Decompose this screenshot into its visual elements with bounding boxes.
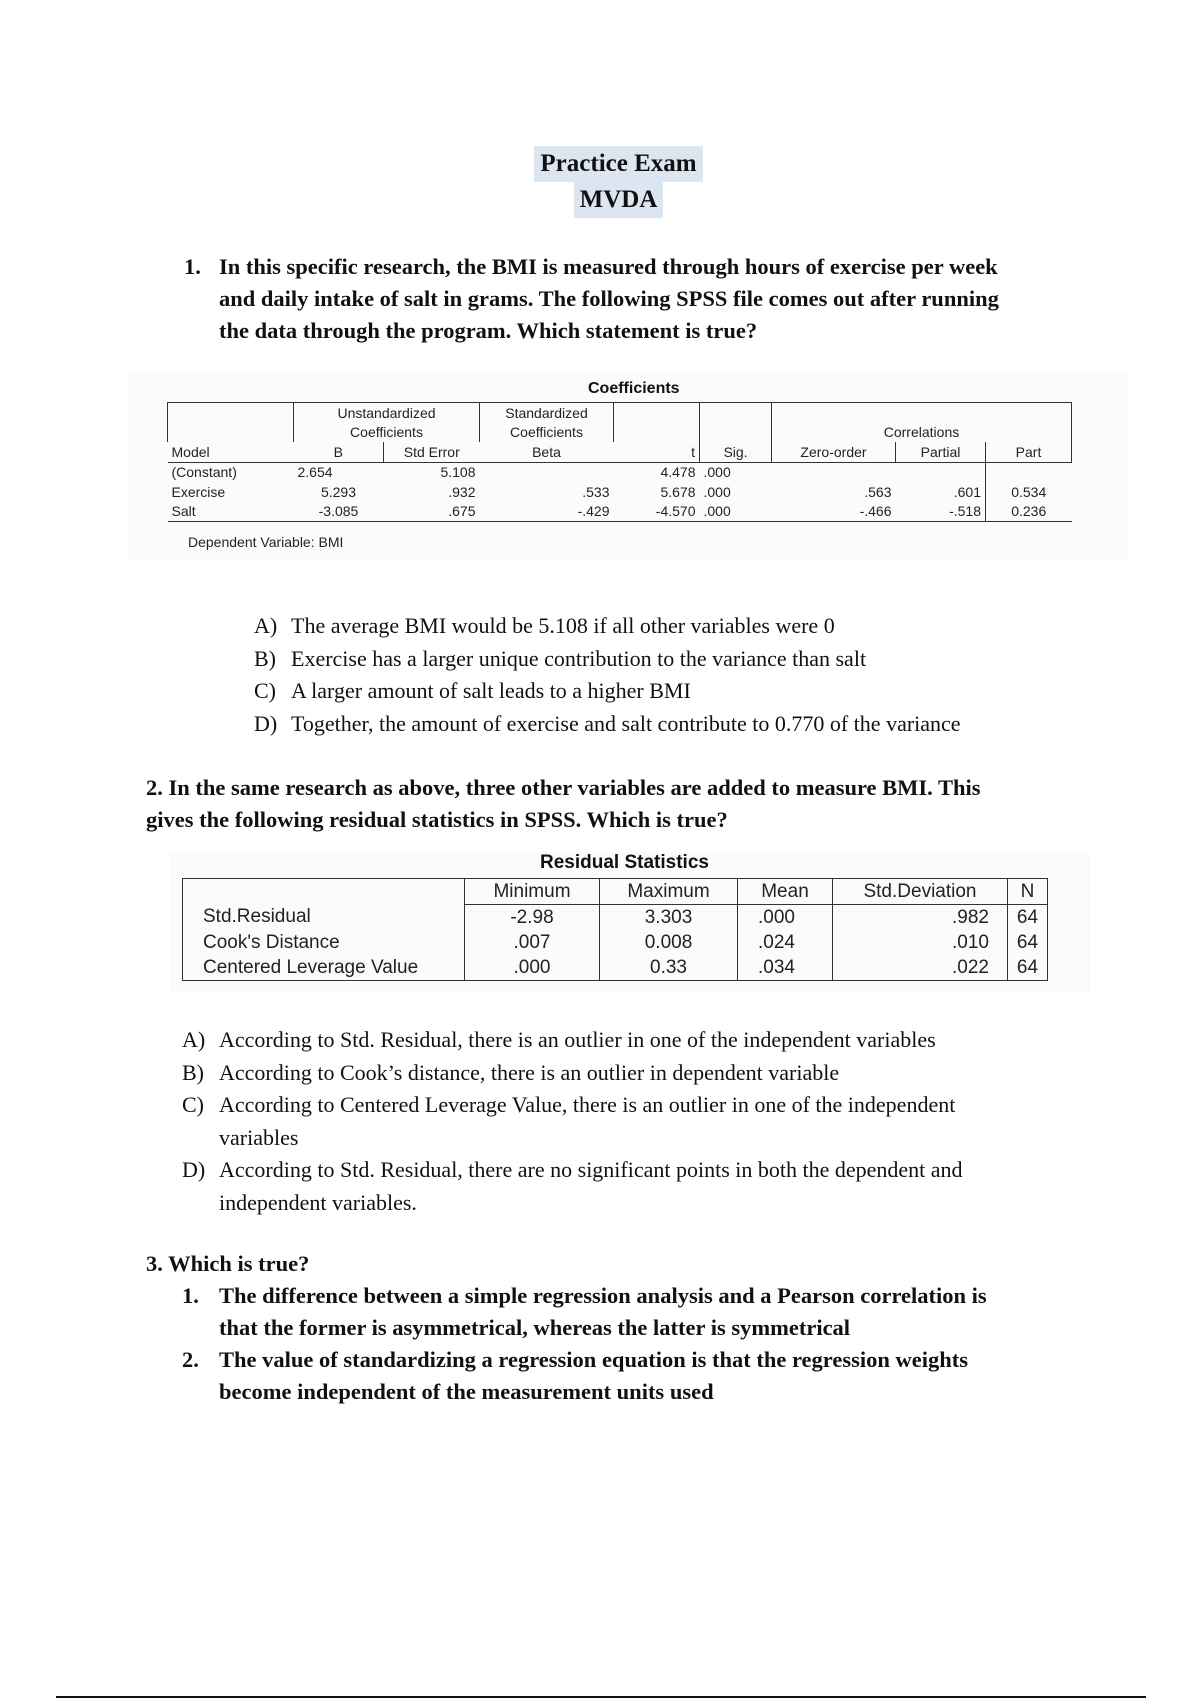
coef-header-b: B (294, 442, 384, 462)
coef-header-beta: Beta (480, 442, 614, 462)
coef-row-zero: -.466 (772, 502, 896, 522)
coef-header-std-error: Std Error (384, 442, 480, 462)
coef-header-sig: Sig. (700, 442, 772, 462)
residual-statistics-table (182, 878, 1048, 981)
residual-header-row (183, 879, 1048, 905)
table-row (168, 502, 1072, 522)
coef-row-sig: .000 (703, 483, 731, 500)
table-row (183, 905, 1048, 931)
q1-option-text: The average BMI would be 5.108 if all other variables were 0 (291, 613, 835, 638)
coef-row-zero (772, 462, 896, 482)
coef-row-b: -3.085 (294, 502, 384, 522)
coefficients-table-title: Coefficients (588, 380, 680, 397)
q2-option-text (219, 1154, 963, 1219)
q3-item-text (219, 1344, 968, 1408)
coef-header-row-2 (168, 423, 1072, 443)
q2-option-label: A) (182, 1027, 206, 1052)
residual-row-max: 0.33 (600, 955, 738, 981)
residual-row-mean: .024 (738, 930, 833, 955)
q2-option-line: According to Std. Residual, there are no significant points in both the dependent and (219, 1157, 963, 1182)
q2-question (146, 772, 1126, 836)
q3-item-line: The value of standardizing a regression equation is that the regression weights (219, 1347, 968, 1372)
coef-header-row-1 (168, 403, 1072, 423)
coef-header-part: Part (986, 442, 1072, 462)
q1-option-label: B) (254, 645, 276, 671)
residual-row-min: .000 (465, 955, 600, 981)
coef-row-part (986, 462, 1072, 482)
table-row (183, 955, 1048, 981)
coef-header-model: Model (168, 442, 294, 462)
coef-row-partial: -.518 (896, 502, 986, 522)
q2-option-line: variables (219, 1124, 299, 1150)
residual-row-min: -2.98 (510, 906, 554, 928)
q2-line1: 2. In the same research as above, three other variables are added to measure BMI. This (146, 775, 981, 800)
residual-header-std-deviation: Std.Deviation (833, 879, 1008, 905)
coef-header-standardized: Standardized (480, 403, 614, 423)
q2-option-c (182, 1089, 1142, 1154)
residual-row-name: Cook's Distance (183, 930, 465, 955)
residual-header-maximum: Maximum (600, 879, 738, 905)
residual-table-title: Residual Statistics (540, 852, 709, 873)
q1-option-label: A) (254, 613, 278, 638)
coef-row-zero: .563 (864, 483, 892, 500)
q3-items (182, 1280, 1142, 1408)
residual-header-n: N (1008, 879, 1048, 905)
q1-option-label: D) (254, 710, 278, 736)
residual-row-max: 3.303 (600, 905, 738, 931)
page-title-block (0, 146, 1200, 218)
coef-row-beta: .533 (582, 483, 610, 500)
q3-item-number: 2. (182, 1347, 199, 1372)
coef-header-correlations: Correlations (772, 423, 1072, 443)
residual-row-name: Centered Leverage Value (183, 955, 465, 981)
q3-heading: 3. Which is true? (146, 1251, 310, 1276)
q2-option-text (219, 1089, 955, 1154)
residual-row-min: .007 (513, 931, 551, 953)
q1-option-label: C) (254, 678, 276, 703)
q1-option-c (254, 675, 1154, 708)
coef-header-standardized-coefficients: Coefficients (480, 423, 614, 443)
residual-row-n: 64 (1008, 955, 1048, 981)
residual-row-sd: .022 (833, 955, 1008, 981)
coef-row-model: Exercise (171, 483, 226, 500)
residual-row-sd: .010 (952, 931, 989, 953)
residual-row-sd: .982 (952, 906, 989, 928)
coef-row-model: Salt (168, 502, 294, 522)
q1-line2: and daily intake of salt in grams. The following SPSS file comes out after running (219, 286, 999, 311)
footer-rule (56, 1696, 1146, 1698)
coef-header-zero-order: Zero-order (772, 442, 896, 462)
q2-option-d (182, 1154, 1142, 1219)
residual-row-name: Std.Residual (183, 905, 465, 931)
q2-line2: gives the following residual statistics in SPSS. Which is true? (146, 807, 728, 832)
coef-row-beta: -.429 (480, 502, 614, 522)
q3-item-text (219, 1280, 987, 1344)
q1-line3: the data through the program. Which statement is true? (219, 318, 758, 343)
page-title: Practice Exam (534, 146, 702, 182)
coef-row-b: 5.293 (320, 483, 357, 500)
coefficients-table (167, 402, 1072, 522)
coef-row-t: 5.678 (660, 483, 696, 500)
coef-header-unstandardized: Unstandardized (294, 403, 480, 423)
page-subtitle: MVDA (574, 182, 664, 218)
q1-option-text: A larger amount of salt leads to a higher BMI (291, 678, 691, 703)
coef-row-se: .932 (448, 483, 476, 500)
coef-row-b: 2.654 (297, 464, 333, 481)
residual-row-mean: .000 (738, 905, 833, 931)
q2-option-label: B) (182, 1059, 204, 1085)
coef-header-t: t (614, 442, 700, 462)
q1-line1: In this specific research, the BMI is measured through hours of exercise per week (219, 254, 998, 279)
q1-number: 1. (184, 254, 201, 279)
coef-header-row-3 (168, 442, 1072, 462)
coef-row-partial: .601 (953, 483, 981, 500)
q1-option-d (254, 708, 1154, 741)
q3-item-2 (182, 1344, 1142, 1408)
q2-option-line: According to Centered Leverage Value, there is an outlier in one of the independent (219, 1092, 956, 1117)
coef-row-part: 0.236 (986, 502, 1072, 522)
coefficients-footnote: Dependent Variable: BMI (188, 534, 344, 550)
q2-option-b (182, 1057, 1142, 1090)
q3-item-number: 1. (182, 1283, 199, 1308)
q2-option-label: C) (182, 1092, 204, 1117)
residual-header-mean: Mean (738, 879, 833, 905)
q1-option-b (254, 643, 1154, 676)
q3-item-line: that the former is asymmetrical, whereas the latter is symmetrical (219, 1315, 851, 1340)
coef-row-t: -4.570 (614, 502, 700, 522)
coef-row-t: 4.478 (660, 464, 696, 481)
q3-item-1 (182, 1280, 1142, 1344)
q1-option-a (254, 610, 1154, 643)
coef-row-se: 5.108 (440, 464, 476, 481)
table-row (183, 930, 1048, 955)
residual-row-n: 64 (1008, 905, 1048, 931)
table-row (168, 482, 1072, 502)
coef-row-beta (480, 462, 614, 482)
coef-header-unstandardized-coefficients: Coefficients (350, 424, 423, 441)
q2-option-text: According to Cook’s distance, there is an outlier in dependent variable (219, 1059, 840, 1085)
table-row (168, 462, 1072, 482)
q1-option-text: Together, the amount of exercise and salt contribute to 0.770 of the variance (291, 710, 961, 736)
q3-item-line: The difference between a simple regression analysis and a Pearson correlation is (219, 1283, 987, 1308)
q3-item-line: become independent of the measurement units used (219, 1379, 714, 1404)
coef-row-model: (Constant) (171, 464, 237, 481)
coef-row-se: .675 (384, 502, 480, 522)
q2-option-label: D) (182, 1157, 206, 1182)
residual-row-mean: .034 (738, 955, 833, 981)
residual-row-n: 64 (1008, 930, 1048, 955)
coef-header-partial: Partial (896, 442, 986, 462)
q1-question (219, 251, 1119, 347)
coef-row-sig: .000 (703, 464, 731, 481)
q1-options (254, 610, 1154, 740)
q2-option-line: independent variables. (219, 1189, 417, 1215)
residual-header-minimum: Minimum (465, 879, 600, 905)
residual-row-max: 0.008 (600, 930, 738, 955)
coef-row-partial (896, 462, 986, 482)
coef-row-sig: .000 (700, 502, 772, 522)
coef-row-part: 0.534 (986, 482, 1072, 502)
q2-option-text: According to Std. Residual, there is an outlier in one of the independent variables (219, 1027, 936, 1052)
q2-options (182, 1024, 1142, 1219)
q2-option-a (182, 1024, 1142, 1057)
q1-option-text: Exercise has a larger unique contribution to the variance than salt (291, 645, 867, 671)
